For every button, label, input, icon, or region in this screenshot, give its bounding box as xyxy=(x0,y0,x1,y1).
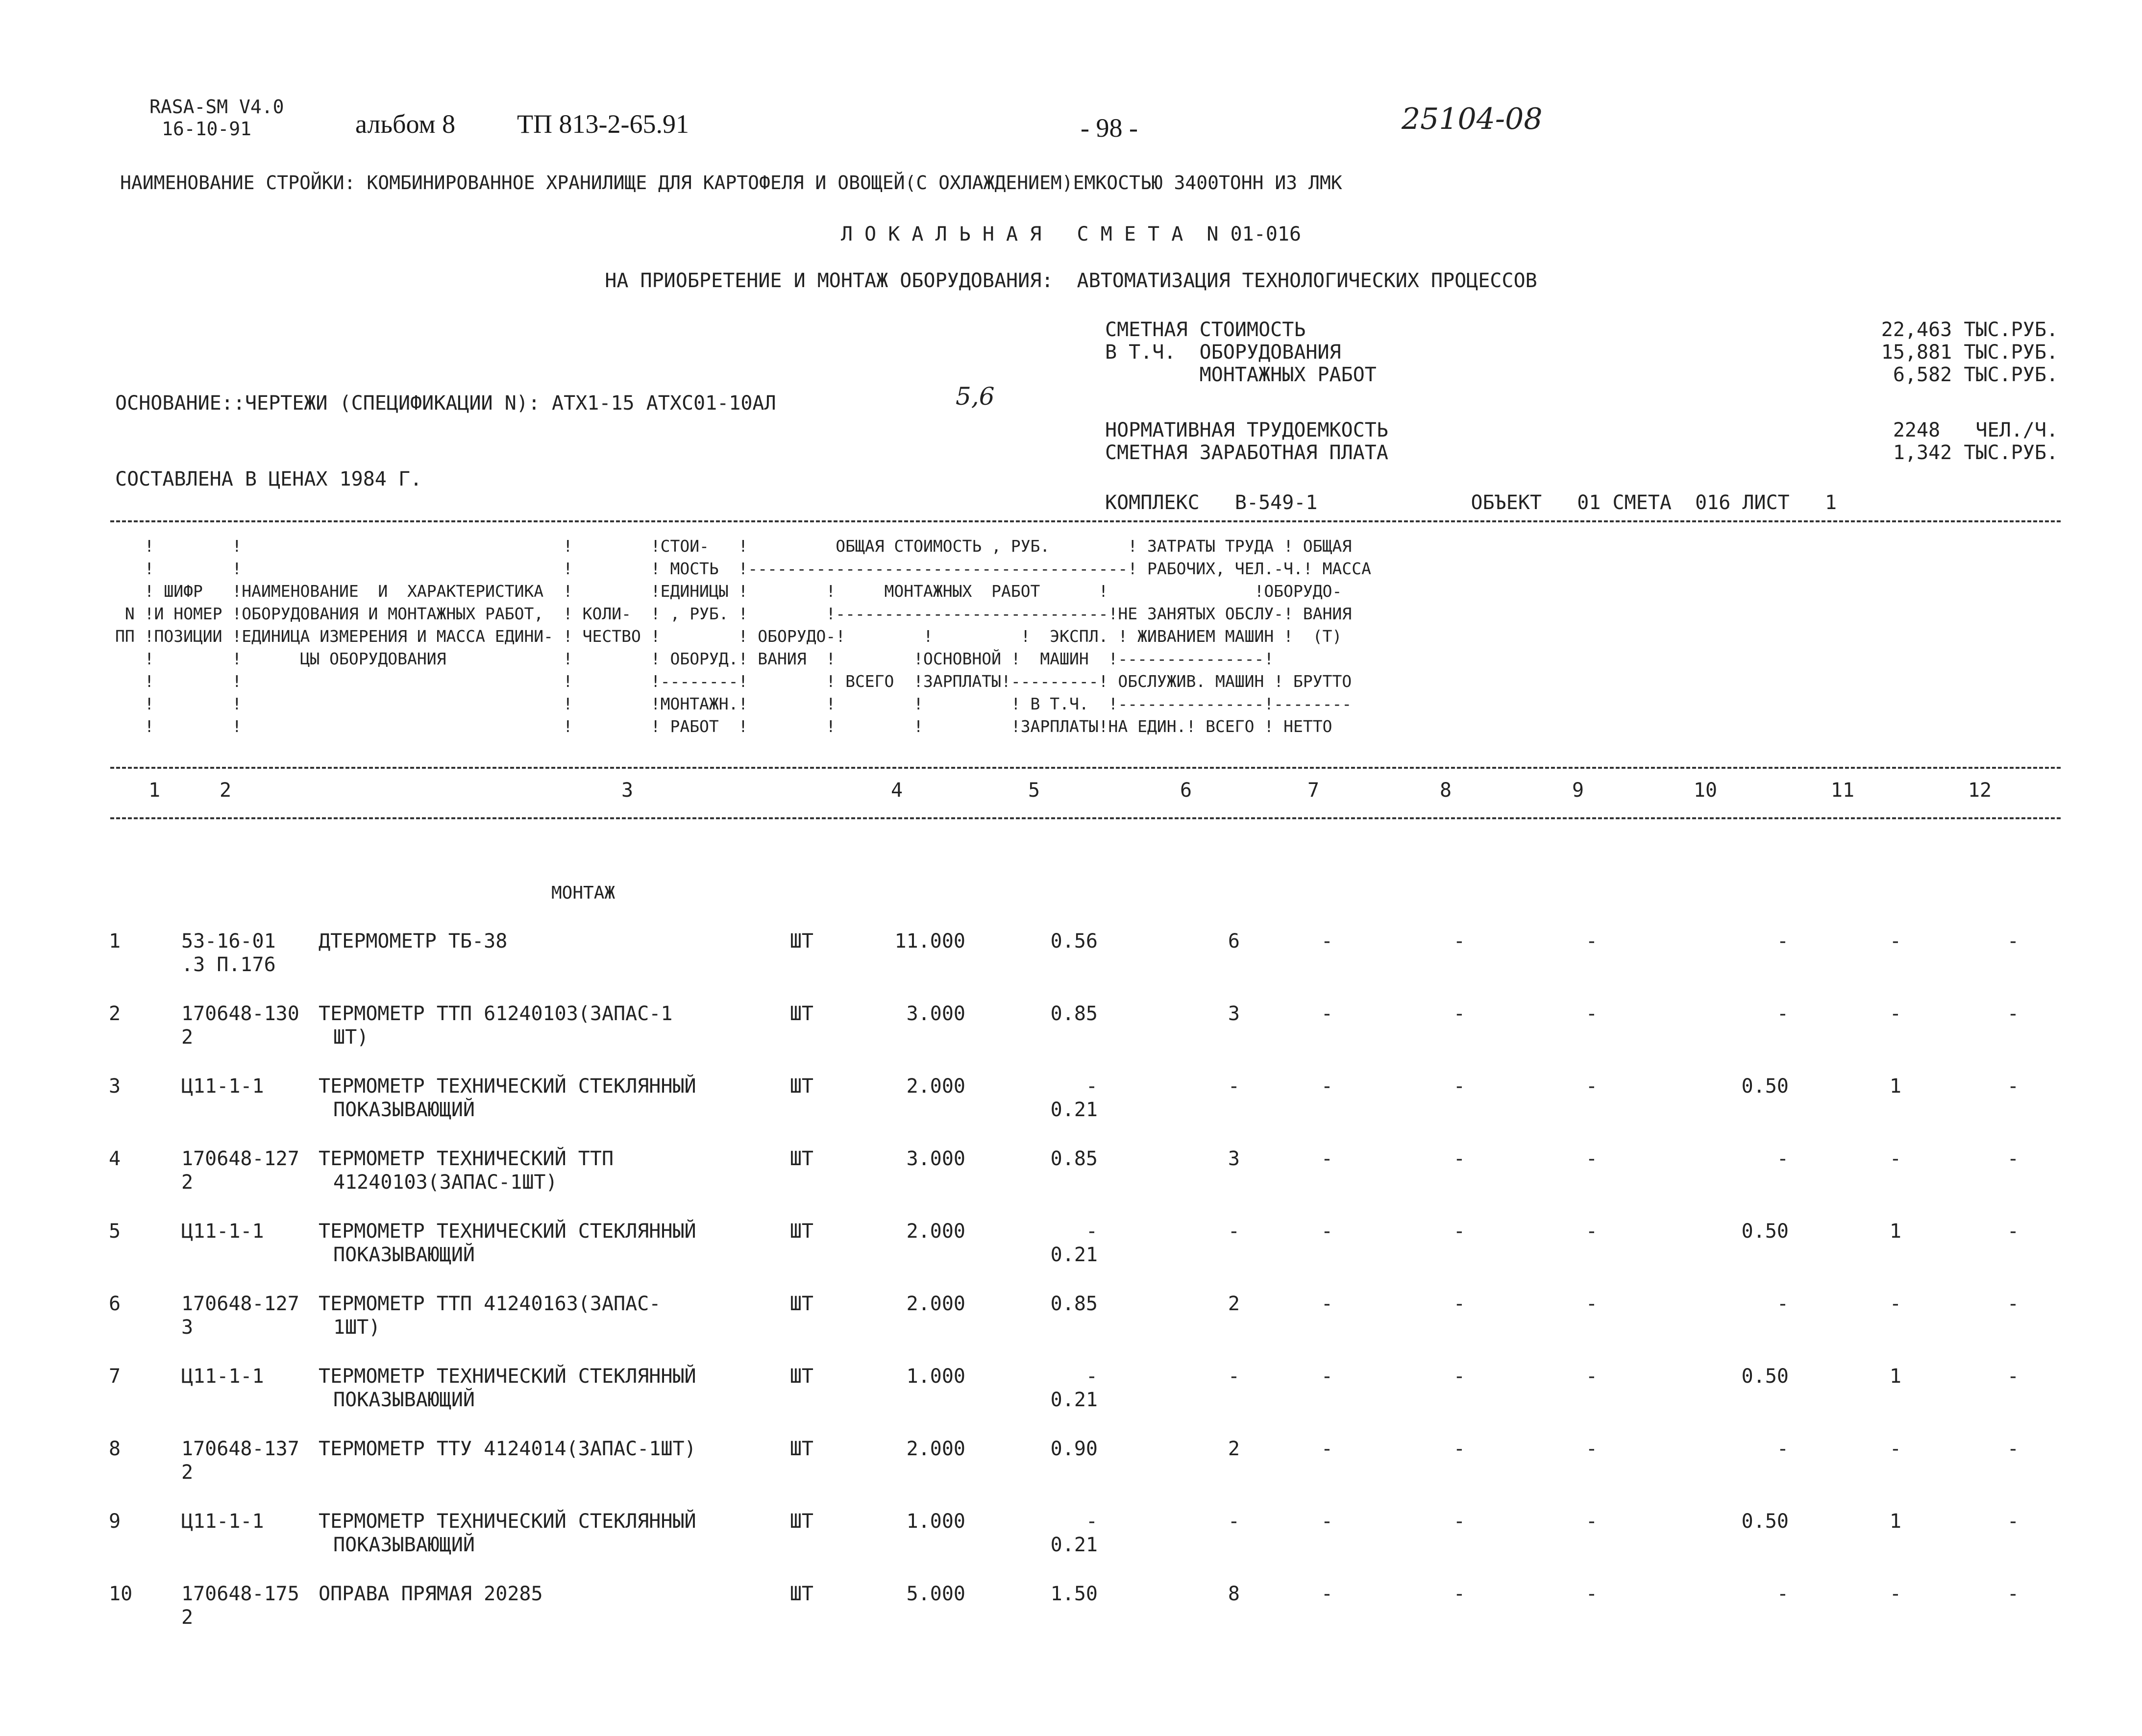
row-equipment-cost: - xyxy=(1228,1220,1240,1243)
composed-prices: СОСТАВЛЕНА В ЦЕНАХ 1984 Г. xyxy=(115,468,422,490)
row-quantity: 2.000 xyxy=(906,1220,965,1243)
row-mass: - xyxy=(2007,1293,2019,1315)
row-unit: ШТ xyxy=(789,1075,813,1098)
row-mount-total: - xyxy=(1321,1583,1333,1605)
row-code: 53-16-01 xyxy=(181,930,276,953)
section-title: МОНТАЖ xyxy=(551,883,616,903)
row-labor-unit: - xyxy=(1776,1438,1789,1460)
row-code: 170648-127 xyxy=(181,1293,299,1315)
row-number: 9 xyxy=(109,1510,121,1533)
row-unit-price: - xyxy=(1085,1075,1098,1098)
row-unit-price: 0.85 xyxy=(1050,1293,1098,1315)
row-code: 170648-175 xyxy=(181,1583,299,1605)
colnum: 2 xyxy=(219,779,232,802)
header-line-7: ! ! ! !--------! ! ВСЕГО !ЗАРПЛАТЫ!---------! ОБСЛУЖИВ. МАШИН ! БРУТТО xyxy=(115,672,1352,691)
row-unit: ШТ xyxy=(789,1220,813,1243)
row-machines: - xyxy=(1585,1293,1598,1315)
album-label: альбом 8 xyxy=(355,109,456,139)
summary-value-mounting: 6,582 ТЫС.РУБ. xyxy=(1893,364,2058,386)
row-code: 170648-137 xyxy=(181,1438,299,1460)
row-unit: ШТ xyxy=(789,1510,813,1533)
colnum: 5 xyxy=(1028,779,1040,802)
row-wages: - xyxy=(1453,1438,1465,1460)
row-mass: - xyxy=(2007,1220,2019,1243)
row-machines: - xyxy=(1585,1148,1598,1170)
row-name: ТЕРМОМЕТР ТТП 61240103(ЗАПАС-1 xyxy=(319,1002,673,1025)
row-quantity: 3.000 xyxy=(906,1002,965,1025)
header-mid-rule xyxy=(110,767,2061,769)
row-labor-total: 1 xyxy=(1889,1510,1901,1533)
row-name: ТЕРМОМЕТР ТЕХНИЧЕСКИЙ СТЕКЛЯННЫЙ xyxy=(319,1365,696,1388)
row-labor-unit: - xyxy=(1776,1148,1789,1170)
summary-value-total: 22,463 ТЫС.РУБ. xyxy=(1881,318,2058,341)
row-labor-unit: 0.50 xyxy=(1741,1365,1789,1388)
row-unit: ШТ xyxy=(789,1293,813,1315)
row-code: Ц11-1-1 xyxy=(181,1220,264,1243)
page-number: - 98 - xyxy=(1081,113,1138,143)
row-quantity: 3.000 xyxy=(906,1148,965,1170)
row-name: ТЕРМОМЕТР ТТУ 4124014(ЗАПАС-1ШТ) xyxy=(319,1438,696,1460)
row-unit-price-mount: 0.21 xyxy=(1050,1389,1098,1411)
row-equipment-cost: 6 xyxy=(1228,930,1240,953)
program-version: RASA-SM V4.0 xyxy=(149,96,284,118)
row-equipment-cost: 2 xyxy=(1228,1293,1240,1315)
row-unit-price: 0.85 xyxy=(1050,1002,1098,1025)
row-code: Ц11-1-1 xyxy=(181,1365,264,1388)
row-mount-total: - xyxy=(1321,930,1333,953)
row-machines: - xyxy=(1585,1510,1598,1533)
colnum: 10 xyxy=(1693,779,1718,802)
row-wages: - xyxy=(1453,1293,1465,1315)
row-mount-total: - xyxy=(1321,1220,1333,1243)
row-code-cont: .3 П.176 xyxy=(181,954,276,976)
row-quantity: 11.000 xyxy=(894,930,965,953)
row-code: 170648-127 xyxy=(181,1148,299,1170)
row-unit-price: 0.85 xyxy=(1050,1148,1098,1170)
row-code: 170648-130 xyxy=(181,1002,299,1025)
header-line-4: N !И НОМЕР !ОБОРУДОВАНИЯ И МОНТАЖНЫХ РАБОТ, ! КОЛИ- ! , РУБ. ! !----------------------------!НЕ ЗАНЯТЫХ ОБСЛУ-! ВАНИЯ xyxy=(115,604,1352,623)
row-labor-total: 1 xyxy=(1889,1365,1901,1388)
basis-handwritten: 5,6 xyxy=(956,382,995,411)
row-machines: - xyxy=(1585,930,1598,953)
row-name-cont: ПОКАЗЫВАЮЩИЙ xyxy=(333,1099,475,1121)
row-labor-total: - xyxy=(1889,1438,1901,1460)
row-mount-total: - xyxy=(1321,1148,1333,1170)
summary-label-total: СМЕТНАЯ СТОИМОСТЬ xyxy=(1105,318,1306,341)
row-unit-price: 0.56 xyxy=(1050,930,1098,953)
row-machines: - xyxy=(1585,1002,1598,1025)
row-name-cont: 1ШТ) xyxy=(333,1316,381,1339)
row-unit-price-mount: 0.21 xyxy=(1050,1534,1098,1556)
colnum: 6 xyxy=(1180,779,1192,802)
row-code-cont: 3 xyxy=(181,1316,194,1339)
construction-name: НАИМЕНОВАНИЕ СТРОЙКИ: КОМБИНИРОВАННОЕ ХРАНИЛИЩЕ ДЛЯ КАРТОФЕЛЯ И ОВОЩЕЙ(С ОХЛАЖДЕНИЕМ)ЕМКОСТЬЮ 3400ТОНН ИЗ ЛМК xyxy=(120,172,1342,194)
row-number: 2 xyxy=(109,1002,121,1025)
colnum: 11 xyxy=(1830,779,1855,802)
row-labor-total: - xyxy=(1889,1148,1901,1170)
row-name-cont: ПОКАЗЫВАЮЩИЙ xyxy=(333,1389,475,1411)
summary-label-wages: СМЕТНАЯ ЗАРАБОТНАЯ ПЛАТА xyxy=(1105,441,1388,464)
row-labor-unit: - xyxy=(1776,930,1789,953)
row-mass: - xyxy=(2007,1583,2019,1605)
row-labor-unit: 0.50 xyxy=(1741,1075,1789,1098)
row-mass: - xyxy=(2007,1438,2019,1460)
row-wages: - xyxy=(1453,1510,1465,1533)
row-machines: - xyxy=(1585,1438,1598,1460)
row-unit: ШТ xyxy=(789,1365,813,1388)
row-labor-unit: - xyxy=(1776,1293,1789,1315)
row-quantity: 1.000 xyxy=(906,1510,965,1533)
header-bottom-rule xyxy=(110,817,2061,819)
row-labor-total: 1 xyxy=(1889,1220,1901,1243)
row-mass: - xyxy=(2007,1075,2019,1098)
colnum: 9 xyxy=(1572,779,1584,802)
colnum: 7 xyxy=(1307,779,1320,802)
colnum: 12 xyxy=(1968,779,1992,802)
row-name: ОПРАВА ПРЯМАЯ 20285 xyxy=(319,1583,543,1605)
summary-value-wages: 1,342 ТЫС.РУБ. xyxy=(1893,441,2058,464)
estimate-purpose: НА ПРИОБРЕТЕНИЕ И МОНТАЖ ОБОРУДОВАНИЯ: АВТОМАТИЗАЦИЯ ТЕХНОЛОГИЧЕСКИХ ПРОЦЕССОВ xyxy=(605,269,1537,292)
row-unit: ШТ xyxy=(789,930,813,953)
row-equipment-cost: 3 xyxy=(1228,1148,1240,1170)
colnum: 3 xyxy=(621,779,634,802)
row-labor-unit: - xyxy=(1776,1002,1789,1025)
basis-line: ОСНОВАНИЕ::ЧЕРТЕЖИ (СПЕЦИФИКАЦИИ N): АТХ1-15 АТХС01-10АЛ xyxy=(115,392,776,415)
row-unit-price: - xyxy=(1085,1365,1098,1388)
row-labor-total: 1 xyxy=(1889,1075,1901,1098)
row-name: ДТЕРМОМЕТР ТБ-38 xyxy=(319,930,508,953)
header-top-rule xyxy=(110,520,2061,522)
row-quantity: 2.000 xyxy=(906,1438,965,1460)
summary-value-labor: 2248 ЧЕЛ./Ч. xyxy=(1893,419,2058,441)
print-date: 16-10-91 xyxy=(162,118,252,140)
row-quantity: 2.000 xyxy=(906,1075,965,1098)
colnum: 1 xyxy=(148,779,161,802)
row-mount-total: - xyxy=(1321,1293,1333,1315)
row-number: 6 xyxy=(109,1293,121,1315)
header-line-6: ! ! ЦЫ ОБОРУДОВАНИЯ ! ! ОБОРУД.! ВАНИЯ ! !ОСНОВНОЙ ! МАШИН !---------------! xyxy=(115,649,1274,668)
header-line-1: ! ! ! !СТОИ- ! ОБЩАЯ СТОИМОСТЬ , РУБ. ! ЗАТРАТЫ ТРУДА ! ОБЩАЯ xyxy=(115,537,1352,556)
row-unit-price-mount: 0.21 xyxy=(1050,1244,1098,1266)
summary-label-equipment: В Т.Ч. ОБОРУДОВАНИЯ xyxy=(1105,341,1341,364)
row-mount-total: - xyxy=(1321,1002,1333,1025)
row-machines: - xyxy=(1585,1220,1598,1243)
row-labor-total: - xyxy=(1889,1583,1901,1605)
row-mass: - xyxy=(2007,1002,2019,1025)
row-quantity: 2.000 xyxy=(906,1293,965,1315)
row-labor-total: - xyxy=(1889,1293,1901,1315)
row-wages: - xyxy=(1453,1220,1465,1243)
row-equipment-cost: - xyxy=(1228,1365,1240,1388)
row-wages: - xyxy=(1453,930,1465,953)
row-mount-total: - xyxy=(1321,1365,1333,1388)
header-line-8: ! ! ! !МОНТАЖН.! ! ! ! В Т.Ч. !---------------!-------- xyxy=(115,694,1352,713)
row-wages: - xyxy=(1453,1148,1465,1170)
row-name: ТЕРМОМЕТР ТЕХНИЧЕСКИЙ ТТП xyxy=(319,1148,614,1170)
row-number: 7 xyxy=(109,1365,121,1388)
row-mass: - xyxy=(2007,1365,2019,1388)
summary-label-mounting: МОНТАЖНЫХ РАБОТ xyxy=(1105,364,1377,386)
row-mount-total: - xyxy=(1321,1510,1333,1533)
header-line-5: ПП !ПОЗИЦИИ !ЕДИНИЦА ИЗМЕРЕНИЯ И МАССА ЕДИНИ- ! ЧЕСТВО ! ! ОБОРУДО-! ! ! ЭКСПЛ. ! ЖИВАНИЕМ МАШИН ! (Т) xyxy=(115,627,1342,646)
row-machines: - xyxy=(1585,1583,1598,1605)
estimate-title: Л О К А Л Ь Н А Я С М Е Т А N 01-016 xyxy=(840,223,1302,245)
row-unit-price: 0.90 xyxy=(1050,1438,1098,1460)
header-line-2: ! ! ! ! МОСТЬ !---------------------------------------! РАБОЧИХ, ЧЕЛ.-Ч.! МАССА xyxy=(115,559,1371,578)
row-wages: - xyxy=(1453,1075,1465,1098)
row-number: 1 xyxy=(109,930,121,953)
row-code: Ц11-1-1 xyxy=(181,1510,264,1533)
row-unit-price: - xyxy=(1085,1220,1098,1243)
row-mount-total: - xyxy=(1321,1438,1333,1460)
row-name-cont: ПОКАЗЫВАЮЩИЙ xyxy=(333,1244,475,1266)
row-code: Ц11-1-1 xyxy=(181,1075,264,1098)
row-code-cont: 2 xyxy=(181,1606,194,1629)
row-name: ТЕРМОМЕТР ТЕХНИЧЕСКИЙ СТЕКЛЯННЫЙ xyxy=(319,1075,696,1098)
row-equipment-cost: 8 xyxy=(1228,1583,1240,1605)
row-equipment-cost: - xyxy=(1228,1075,1240,1098)
row-name-cont: 41240103(ЗАПАС-1ШТ) xyxy=(333,1171,558,1194)
row-mass: - xyxy=(2007,1510,2019,1533)
handwritten-stamp: 25104-08 xyxy=(1402,102,1543,136)
row-unit: ШТ xyxy=(789,1438,813,1460)
row-number: 8 xyxy=(109,1438,121,1460)
row-equipment-cost: 2 xyxy=(1228,1438,1240,1460)
row-machines: - xyxy=(1585,1365,1598,1388)
row-labor-total: - xyxy=(1889,1002,1901,1025)
row-mass: - xyxy=(2007,930,2019,953)
header-line-9: ! ! ! ! РАБОТ ! ! ! !ЗАРПЛАТЫ!НА ЕДИН.! ВСЕГО ! НЕТТО xyxy=(115,717,1332,736)
colnum: 8 xyxy=(1439,779,1452,802)
row-unit: ШТ xyxy=(789,1148,813,1170)
row-name: ТЕРМОМЕТР ТТП 41240163(ЗАПАС- xyxy=(319,1293,661,1315)
row-number: 3 xyxy=(109,1075,121,1098)
row-number: 5 xyxy=(109,1220,121,1243)
row-name-cont: ШТ) xyxy=(333,1026,369,1049)
summary-label-labor: НОРМАТИВНАЯ ТРУДОЕМКОСТЬ xyxy=(1105,419,1388,441)
row-labor-unit: 0.50 xyxy=(1741,1510,1789,1533)
row-code-cont: 2 xyxy=(181,1461,194,1484)
colnum: 4 xyxy=(890,779,903,802)
summary-value-equipment: 15,881 ТЫС.РУБ. xyxy=(1881,341,2058,364)
row-wages: - xyxy=(1453,1583,1465,1605)
row-mount-total: - xyxy=(1321,1075,1333,1098)
row-number: 4 xyxy=(109,1148,121,1170)
row-name-cont: ПОКАЗЫВАЮЩИЙ xyxy=(333,1534,475,1556)
row-unit-price-mount: 0.21 xyxy=(1050,1099,1098,1121)
row-unit-price: - xyxy=(1085,1510,1098,1533)
row-code-cont: 2 xyxy=(181,1171,194,1194)
row-code-cont: 2 xyxy=(181,1026,194,1049)
row-equipment-cost: - xyxy=(1228,1510,1240,1533)
row-unit-price: 1.50 xyxy=(1050,1583,1098,1605)
row-labor-unit: - xyxy=(1776,1583,1789,1605)
header-line-3: ! ШИФР !НАИМЕНОВАНИЕ И ХАРАКТЕРИСТИКА ! !ЕДИНИЦЫ ! ! МОНТАЖНЫХ РАБОТ ! !ОБОРУДО- xyxy=(115,582,1342,601)
row-quantity: 5.000 xyxy=(906,1583,965,1605)
row-labor-total: - xyxy=(1889,930,1901,953)
row-name: ТЕРМОМЕТР ТЕХНИЧЕСКИЙ СТЕКЛЯННЫЙ xyxy=(319,1510,696,1533)
row-wages: - xyxy=(1453,1365,1465,1388)
row-mass: - xyxy=(2007,1148,2019,1170)
row-unit: ШТ xyxy=(789,1002,813,1025)
row-number: 10 xyxy=(109,1583,133,1605)
row-unit: ШТ xyxy=(789,1583,813,1605)
row-machines: - xyxy=(1585,1075,1598,1098)
row-equipment-cost: 3 xyxy=(1228,1002,1240,1025)
row-labor-unit: 0.50 xyxy=(1741,1220,1789,1243)
row-wages: - xyxy=(1453,1002,1465,1025)
complex-object-line: КОМПЛЕКС В-549-1 ОБЪЕКТ 01 СМЕТА 016 ЛИСТ 1 xyxy=(1105,491,1837,514)
row-quantity: 1.000 xyxy=(906,1365,965,1388)
row-name: ТЕРМОМЕТР ТЕХНИЧЕСКИЙ СТЕКЛЯННЫЙ xyxy=(319,1220,696,1243)
project-code: ТП 813-2-65.91 xyxy=(517,109,689,139)
